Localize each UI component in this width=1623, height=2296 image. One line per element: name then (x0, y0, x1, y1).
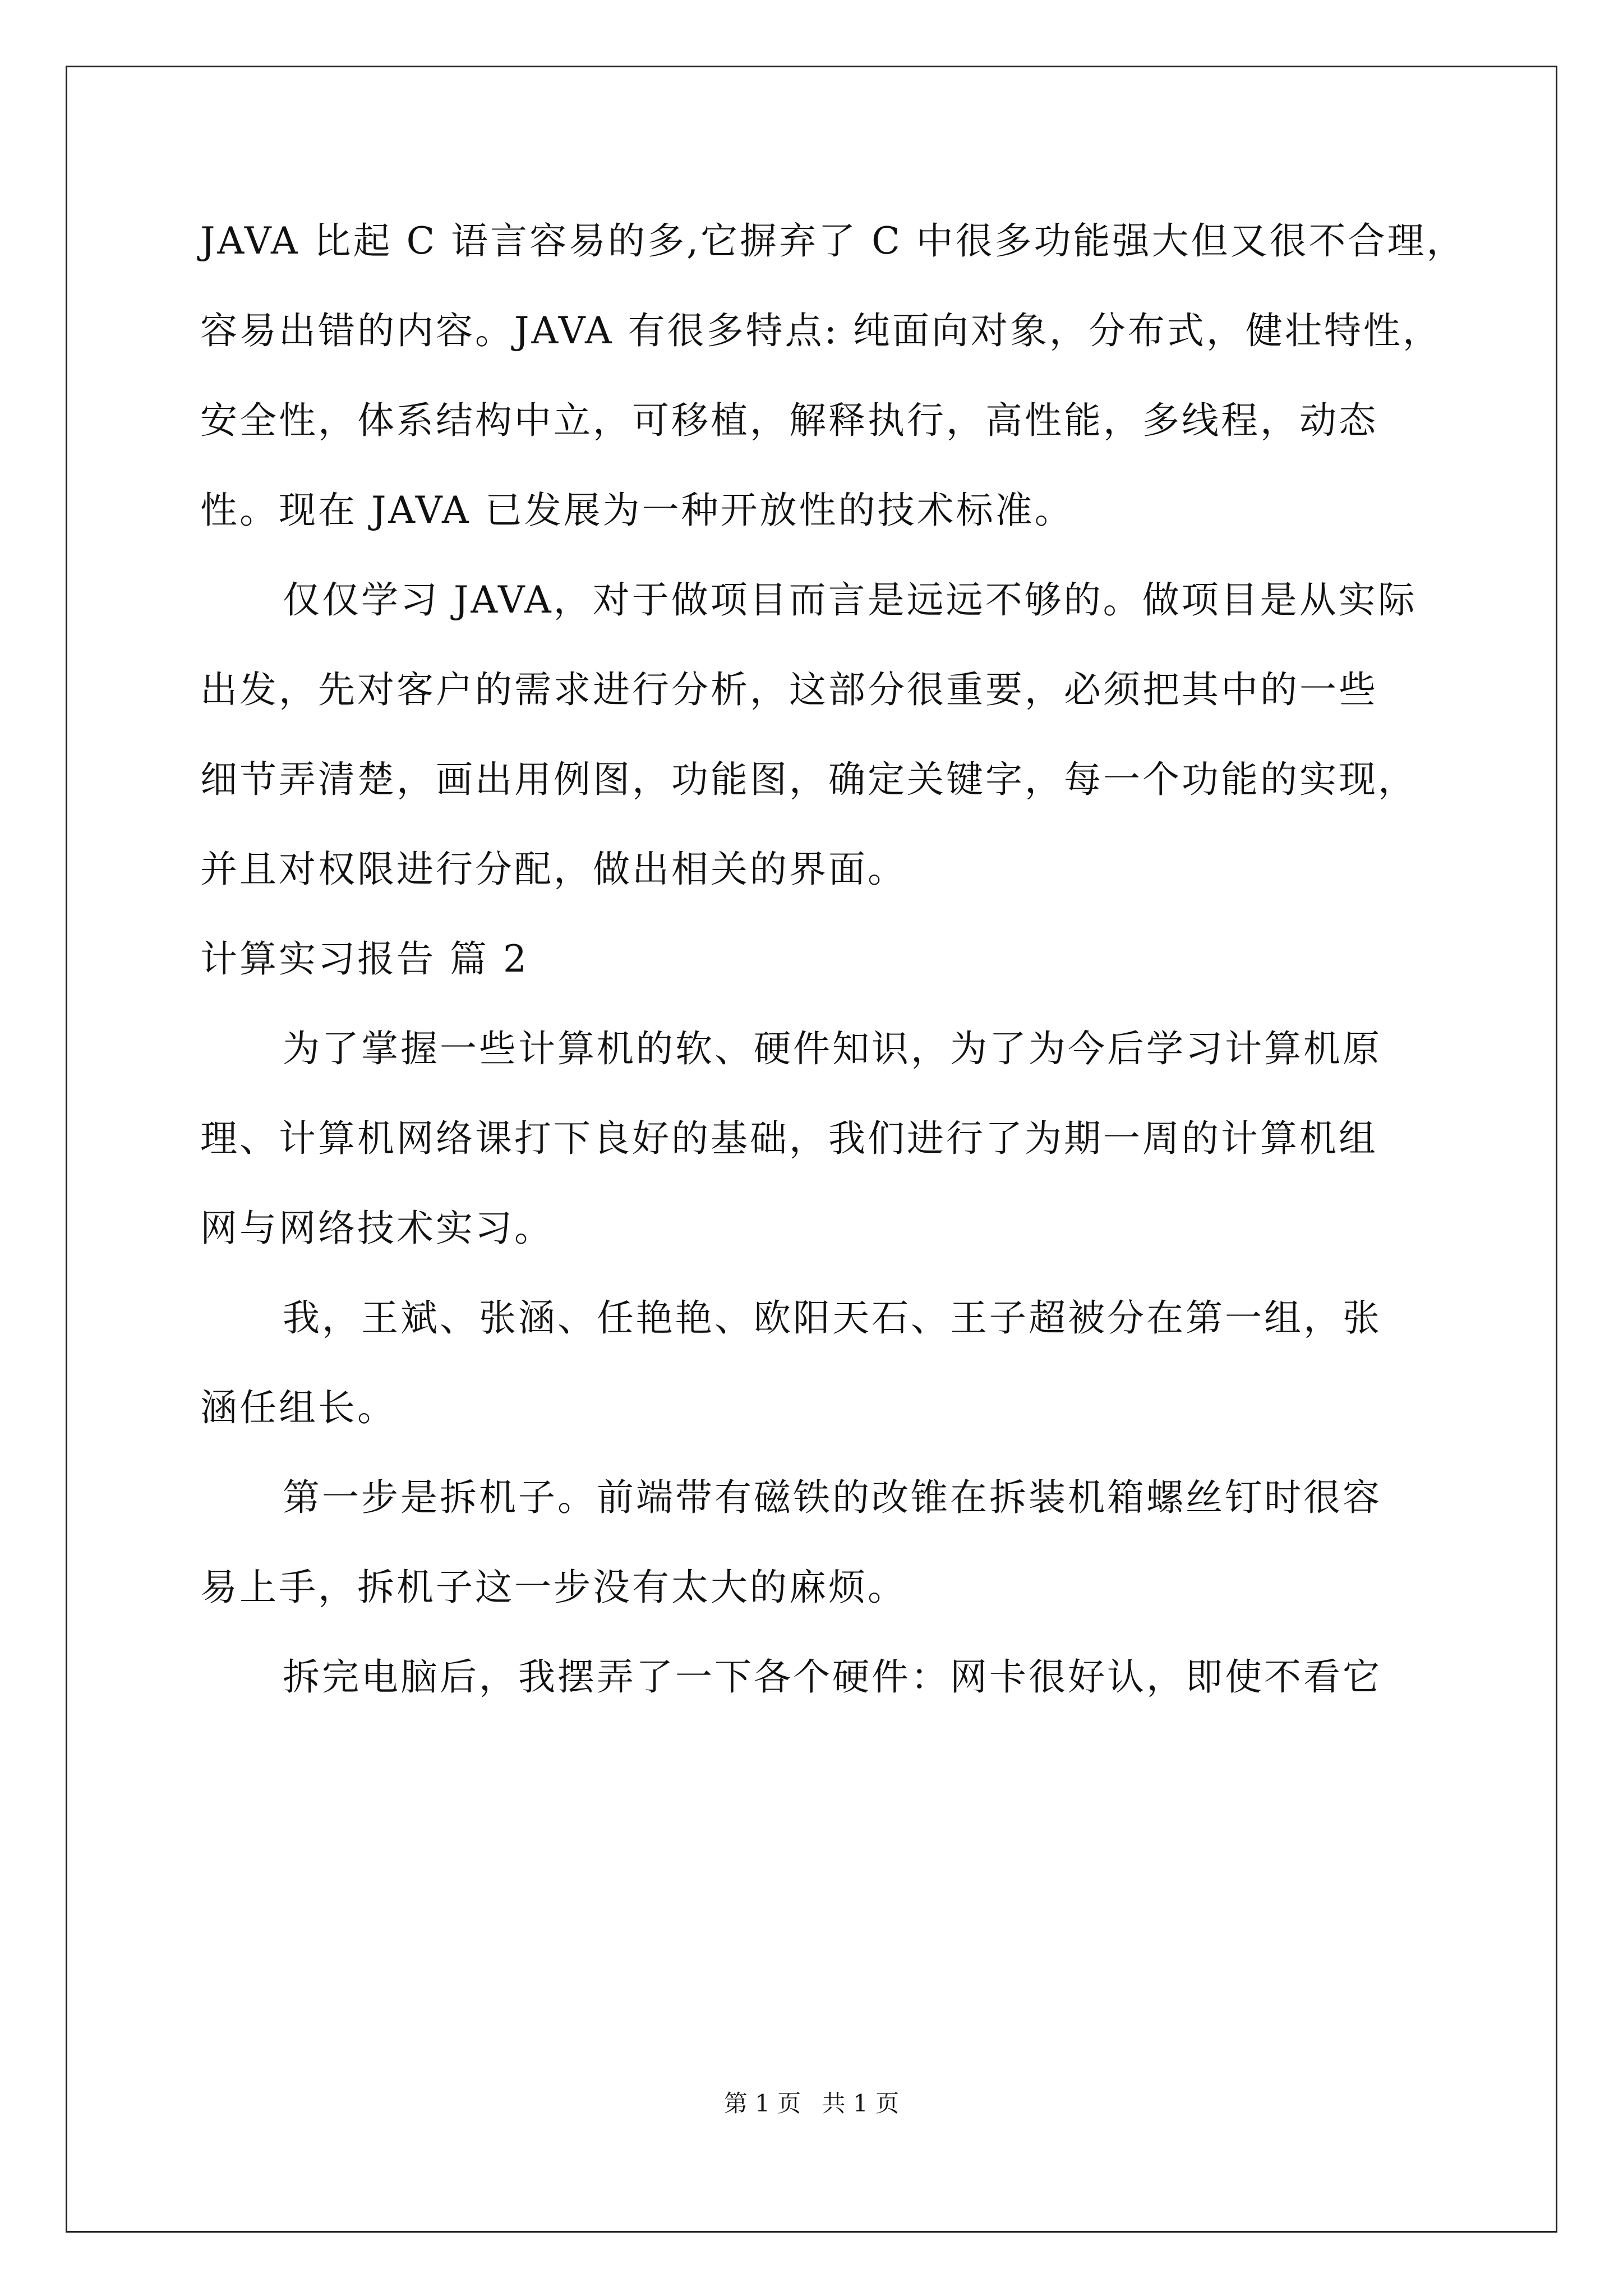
paragraph-line: 易上手，拆机子这一步没有太大的麻烦。 (200, 1566, 907, 1609)
paragraph-line: 安全性，体系结构中立，可移植，解释执行，高性能，多线程，动态 (200, 399, 1378, 442)
paragraph-line: 仅仅学习 JAVA，对于做项目而言是远远不够的。做项目是从实际 (283, 578, 1417, 622)
page-footer (0, 2087, 1623, 2120)
paragraph-line: 为了掌握一些计算机的软、硬件知识，为了为今后学习计算机原 (283, 1027, 1382, 1070)
paragraph-line: JAVA 比起 C 语言容易的多,它摒弃了 C 中很多功能强大但又很不合理， (200, 219, 1466, 263)
paragraph-line: 网与网络技术实习。 (200, 1207, 554, 1250)
paragraph-line: 出发，先对客户的需求进行分析，这部分很重要，必须把其中的一些 (200, 668, 1378, 711)
paragraph-line: 性。现在 JAVA 已发展为一种开放性的技术标准。 (200, 489, 1074, 532)
page-number-current: 第 1 页 (723, 2090, 801, 2117)
paragraph-line: 涵任组长。 (200, 1386, 396, 1429)
section-heading: 计算实习报告 篇 2 (200, 937, 529, 981)
paragraph-line: 拆完电脑后，我摆弄了一下各个硬件：网卡很好认，即使不看它 (283, 1655, 1382, 1699)
paragraph-line: 并且对权限进行分配，做出相关的界面。 (200, 848, 907, 891)
paragraph-line: 第一步是拆机子。前端带有磁铁的改锥在拆装机箱螺丝钉时很容 (283, 1476, 1382, 1519)
page-number-total: 共 1 页 (822, 2090, 900, 2117)
paragraph-line: 理、计算机网络课打下良好的基础，我们进行了为期一周的计算机组 (200, 1117, 1378, 1160)
paragraph-line: 容易出错的内容。JAVA 有很多特点: 纯面向对象，分布式，健壮特性， (200, 309, 1442, 352)
paragraph-line: 细节弄清楚，画出用例图，功能图，确定关键字，每一个功能的实现， (200, 758, 1417, 801)
paragraph-line: 我，王斌、张涵、任艳艳、欧阳天石、王子超被分在第一组，张 (283, 1296, 1382, 1340)
